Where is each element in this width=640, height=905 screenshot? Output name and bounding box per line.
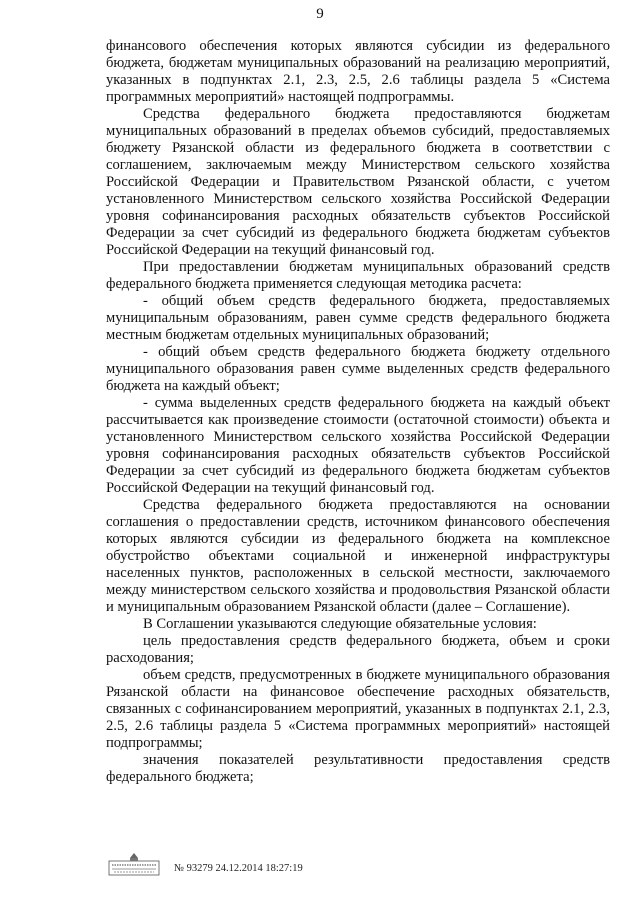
page-number: 9 xyxy=(316,6,324,22)
paragraph-5: - общий объем средств федерального бюджета бюджету отдельного муниципального образования равен сумме выделенных средств федерального бюджета на каждый объект; xyxy=(106,344,610,394)
paragraph-1: финансового обеспечения которых являются субсидии из федерального бюджета, бюджетам муниципальных образований на реализацию мероприятий, указанных в подпунктах 2.1, 2.3, 2.5, 2.6 таблицы раздела 5 «Система программных мероприятий» настоящей подпрограммы. xyxy=(106,38,610,105)
paragraph-9: цель предоставления средств федерального бюджета, объем и сроки расходования; xyxy=(106,633,610,666)
paragraph-2: Средства федерального бюджета предоставляются бюджетам муниципальных образований в пределах объемов субсидий, предоставляемых бюджету Рязанской области из федерального бюджета в соответствии с соглашением, заключаемым между Министерством сельского хозяйства Российской Федерации и Правительством Рязанской области, с учетом установленного Министерством сельского хозяйства Российской Федерации уровня софинансирования расходных обязательств субъектов Российской Федерации за счет субсидий из федерального бюджета бюджетам субъектов Российской Федерации на текущий финансовый год. xyxy=(106,106,610,258)
page-footer xyxy=(108,852,303,876)
paragraph-11: значения показателей результативности предоставления средств федерального бюджета; xyxy=(106,752,610,785)
paragraph-8: В Соглашении указываются следующие обязательные условия: xyxy=(143,616,537,632)
paragraph-6: - сумма выделенных средств федерального бюджета на каждый объект рассчитывается как произведение стоимости (остаточной стоимости) объекта и установленного Министерством сельского хозяйства Российской Федерации уровня софинансирования расходных обязательств субъектов Российской Федерации за счет субсидий из федерального бюджета бюджетам субъектов Российской Федерации на текущий финансовый год. xyxy=(106,395,610,496)
document-registration-stamp-icon xyxy=(108,852,160,876)
document-body xyxy=(106,38,610,786)
paragraph-10: объем средств, предусмотренных в бюджете муниципального образования Рязанской области на финансовое обеспечение расходных обязательств, связанных с софинансированием мероприятий, указанных в подпунктах 2.1, 2.3, 2.5, 2.6 таблицы раздела 5 «Система программных мероприятий» настоящей подпрограммы; xyxy=(106,667,610,751)
paragraph-4: - общий объем средств федерального бюджета, предоставляемых муниципальным образованиям, равен сумме средств федерального бюджета местным бюджетам отдельных муниципальных образований; xyxy=(106,293,610,343)
paragraph-7: Средства федерального бюджета предоставляются на основании соглашения о предоставлении средств, источником финансового обеспечения которых являются субсидии из федерального бюджета на комплексное обустройство объектами социальной и инженерной инфраструктуры населенных пунктов, расположенных в сельской местности, заключаемого между министерством сельского хозяйства и продовольствия Рязанской области и муниципальным образованием Рязанской области (далее – Соглашение). xyxy=(106,497,610,615)
registration-number: № 93279 24.12.2014 18:27:19 xyxy=(174,863,303,874)
paragraph-3: При предоставлении бюджетам муниципальных образований средств федерального бюджета применяется следующая методика расчета: xyxy=(106,259,610,292)
